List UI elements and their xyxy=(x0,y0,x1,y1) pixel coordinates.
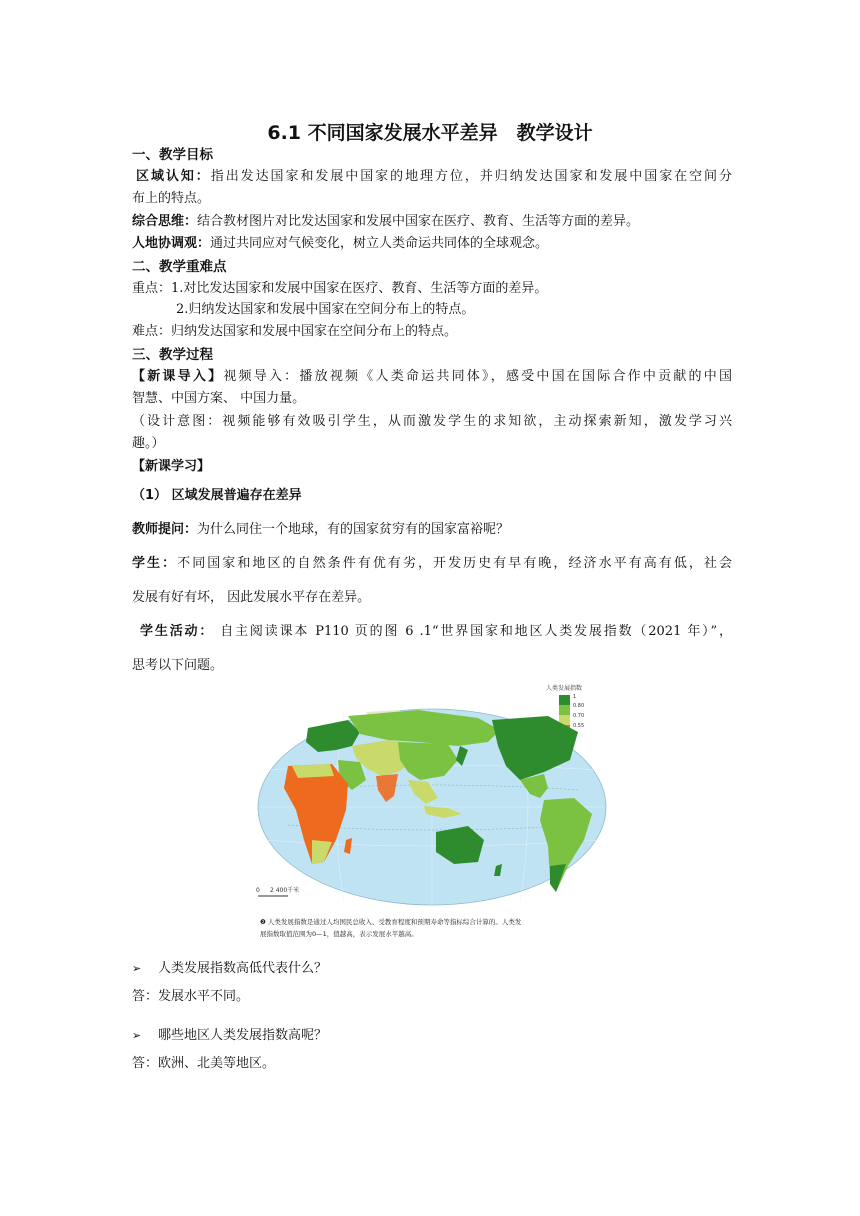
objective-text: 指出发达国家和发展中国家的地理方位，并归纳发达国家和发展中国家在空间分 xyxy=(210,169,732,184)
teacher-text: 为什么同住一个地球，有的国家贫穷有的国家富裕呢？ xyxy=(197,522,510,537)
objective-label: 人地协调观： xyxy=(132,236,211,251)
legend-title: 人类发展指数 xyxy=(545,685,583,692)
student-activity xyxy=(140,621,732,643)
page-title: 6.1 不同国家发展水平差异 教学设计 xyxy=(267,122,593,144)
legend-swatch-high xyxy=(559,705,570,715)
intro-label: 【新课导入】 xyxy=(132,369,224,384)
section-heading-process: 三、教学过程 xyxy=(132,347,213,363)
activity-label: 学生活动： xyxy=(140,624,215,639)
teacher-question xyxy=(132,519,732,541)
objective-synthesis xyxy=(132,211,732,233)
section-heading-keypoints: 二、教学重难点 xyxy=(132,259,227,275)
objective-label: 区域认知： xyxy=(136,169,211,184)
intro-paragraph-cont: 智慧、中国方案、 中国力量。 xyxy=(132,391,306,406)
student-activity-cont: 思考以下问题。 xyxy=(132,658,224,673)
map-caption-cont: 展指数取值范围为0—1，值越高，表示发展水平越高。 xyxy=(260,930,418,938)
intro-text: 视频导入：播放视频《人类命运共同体》，感受中国在国际合作中贡献的中国 xyxy=(223,369,732,384)
objective-text: 通过共同应对气候变化，树立人类命运共同体的全球观念。 xyxy=(210,236,549,251)
key-point-2: 2.归纳发达国家和发展中国家在空间分布上的特点。 xyxy=(176,302,475,317)
objective-harmony xyxy=(132,233,732,255)
hdi-world-map-figure xyxy=(248,680,624,946)
north-africa-region xyxy=(292,764,334,778)
teacher-label: 教师提问： xyxy=(132,522,198,537)
question-text: 哪些地区人类发展指数高呢？ xyxy=(158,1028,328,1043)
objective-regional xyxy=(136,166,732,188)
new-lesson-heading: 【新课学习】 xyxy=(132,459,211,474)
question-1 xyxy=(132,958,732,980)
scale-zero: 0 xyxy=(256,887,260,894)
legend-tick: 0.70 xyxy=(573,713,585,719)
question-2 xyxy=(132,1025,732,1047)
legend-tick: 0.80 xyxy=(573,703,585,709)
objective-text: 结合教材图片对比发达国家和发展中国家在医疗、教育、生活等方面的差异。 xyxy=(197,214,640,229)
southern-cone-region xyxy=(550,864,566,892)
scale-label: 2 400千米 xyxy=(270,887,300,894)
student-label: 学生： xyxy=(132,556,178,571)
intro-paragraph xyxy=(132,366,732,388)
design-intent: （设计意图：视频能够有效吸引学生，从而激发学生的求知欲，主动探索新知，激发学习兴 xyxy=(132,414,732,429)
student-text: 不同国家和地区的自然条件有优有劣，开发历史有早有晚，经济水平有高有低，社会 xyxy=(177,556,732,571)
key-point-1: 重点：1.对比发达国家和发展中国家在医疗、教育、生活等方面的差异。 xyxy=(132,281,548,296)
student-answer-cont: 发展有好有坏， 因此发展水平存在差异。 xyxy=(132,590,371,605)
question-text: 人类发展指数高低代表什么？ xyxy=(158,961,328,976)
objective-label: 综合思维： xyxy=(132,214,198,229)
student-answer xyxy=(132,553,732,575)
legend-tick: 1 xyxy=(573,694,577,700)
answer-1: 答：发展水平不同。 xyxy=(132,989,250,1004)
map-caption: ❷ 人类发展指数是通过人均国民总收入、受教育程度和预期寿命等指标综合计算的。人类发 xyxy=(260,918,522,926)
arrow-bullet-icon: ➢ xyxy=(132,962,142,975)
design-intent-cont: 趣。） xyxy=(132,436,165,451)
subsection-heading: （1） 区域发展普遍存在差异 xyxy=(132,488,302,503)
activity-text: 自主阅读课本 P110 页的图 6 .1“世界国家和地区人类发展指数（2021 年）”， xyxy=(214,624,732,639)
arrow-bullet-icon: ➢ xyxy=(132,1029,142,1042)
difficulty: 难点：归纳发达国家和发展中国家在空间分布上的特点。 xyxy=(132,324,458,339)
legend-swatch-very-high xyxy=(559,695,570,705)
section-heading-objectives: 一、教学目标 xyxy=(132,147,213,163)
hdi-world-map xyxy=(248,680,624,946)
objective-regional-cont: 布上的特点。 xyxy=(132,191,211,206)
legend-tick: 0.55 xyxy=(573,723,585,729)
answer-2: 答：欧洲、北美等地区。 xyxy=(132,1056,276,1071)
